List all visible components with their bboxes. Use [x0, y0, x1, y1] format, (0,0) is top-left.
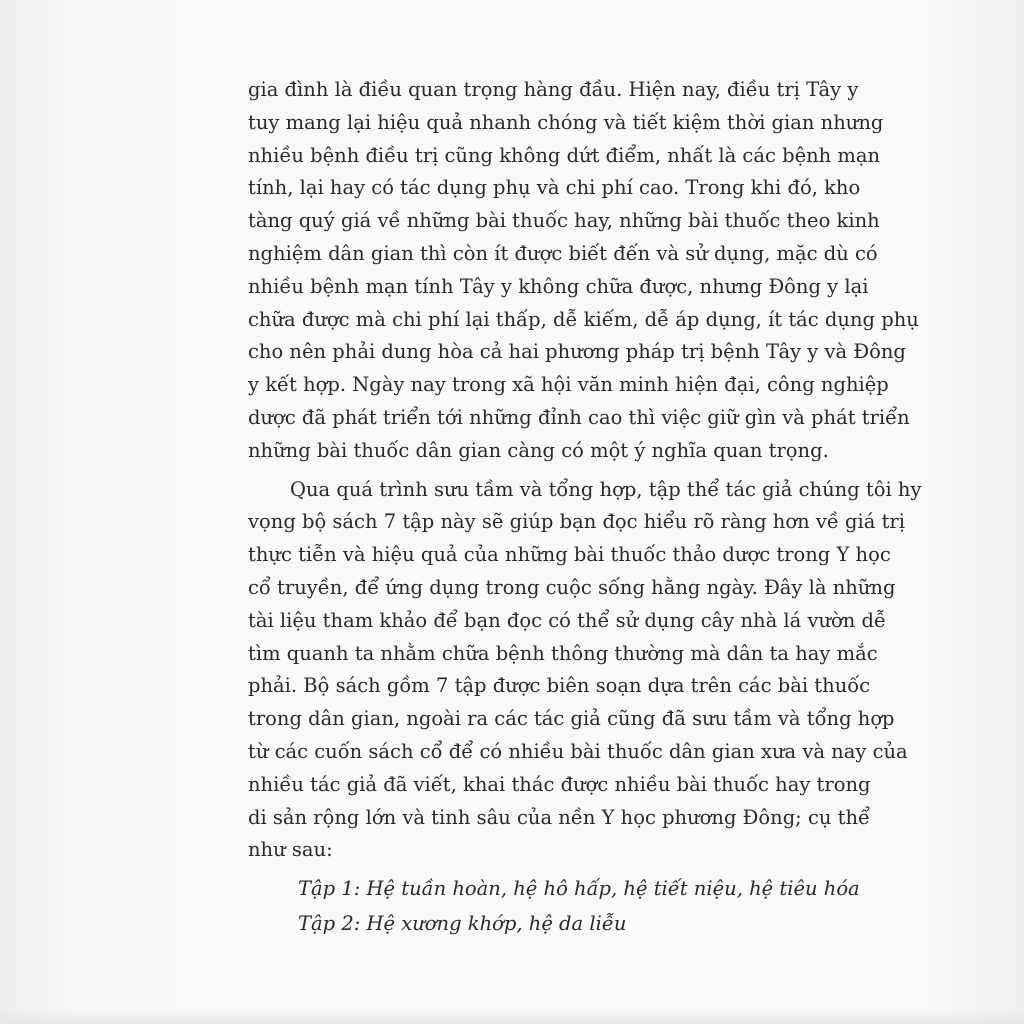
text-line: nhiều bệnh điều trị cũng không dứt điểm, nhất là các bệnh mạn — [248, 143, 881, 167]
text-line: tìm quanh ta nhằm chữa bệnh thông thường mà dân ta hay mắc — [248, 641, 878, 665]
text-line: tàng quý giá về những bài thuốc hay, những bài thuốc theo kinh — [248, 209, 880, 233]
text-line: trong dân gian, ngoài ra các tác giả cũng đã sưu tầm và tổng hợp — [248, 707, 895, 731]
page-text — [248, 74, 922, 941]
text-line: tính, lại hay có tác dụng phụ và chi phí cao. Trong khi đó, kho — [248, 176, 861, 200]
text-line: di sản rộng lớn và tinh sâu của nền Y học phương Đông; cụ thể — [248, 805, 871, 829]
volume-item: Tập 1: Hệ tuần hoàn, hệ hô hấp, hệ tiết niệu, hệ tiêu hóa — [298, 877, 860, 901]
page-bottom-edge — [0, 1010, 1024, 1024]
text-line: cho nên phải dung hòa cả hai phương pháp trị bệnh Tây y và Đông — [248, 340, 906, 364]
volume-item: Tập 2: Hệ xương khớp, hệ da liễu — [298, 911, 627, 935]
text-line: thực tiễn và hiệu quả của những bài thuốc thảo dược trong Y học — [248, 543, 891, 567]
text-line: gia đình là điều quan trọng hàng đầu. Hiện nay, điều trị Tây y — [248, 78, 859, 101]
text-line: Qua quá trình sưu tầm và tổng hợp, tập thể tác giả chúng tôi hy — [290, 477, 922, 501]
paragraph-2 — [248, 474, 922, 868]
text-line: tuy mang lại hiệu quả nhanh chóng và tiết kiệm thời gian nhưng — [248, 110, 884, 134]
text-line: y kết hợp. Ngày nay trong xã hội văn minh hiện đại, công nghiệp — [248, 373, 889, 397]
text-line: cổ truyền, để ứng dụng trong cuộc sống hằng ngày. Đây là những — [248, 575, 896, 599]
text-line: dược đã phát triển tới những đỉnh cao thì việc giữ gìn và phát triển — [248, 405, 910, 429]
text-line: nhiều bệnh mạn tính Tây y không chữa được, nhưng Đông y lại — [248, 274, 869, 298]
paragraph-1 — [248, 74, 919, 468]
text-line: chữa được mà chi phí lại thấp, dễ kiếm, dễ áp dụng, ít tác dụng phụ — [248, 307, 919, 331]
text-line: phải. Bộ sách gồm 7 tập được biên soạn dựa trên các bài thuốc — [248, 674, 871, 698]
text-line: vọng bộ sách 7 tập này sẽ giúp bạn đọc hiểu rõ ràng hơn về giá trị — [248, 510, 905, 534]
text-line: nhiều tác giả đã viết, khai thác được nhiều bài thuốc hay trong — [248, 772, 871, 796]
text-line: từ các cuốn sách cổ để có nhiều bài thuốc dân gian xưa và nay của — [248, 739, 908, 763]
text-line: tài liệu tham khảo để bạn đọc có thể sử dụng cây nhà lá vườn dễ — [248, 608, 887, 632]
text-line: nghiệm dân gian thì còn ít được biết đến và sử dụng, mặc dù có — [248, 241, 878, 265]
text-line: những bài thuốc dân gian càng có một ý nghĩa quan trọng. — [248, 438, 829, 462]
volume-list — [248, 873, 860, 941]
text-line: như sau: — [248, 838, 333, 862]
